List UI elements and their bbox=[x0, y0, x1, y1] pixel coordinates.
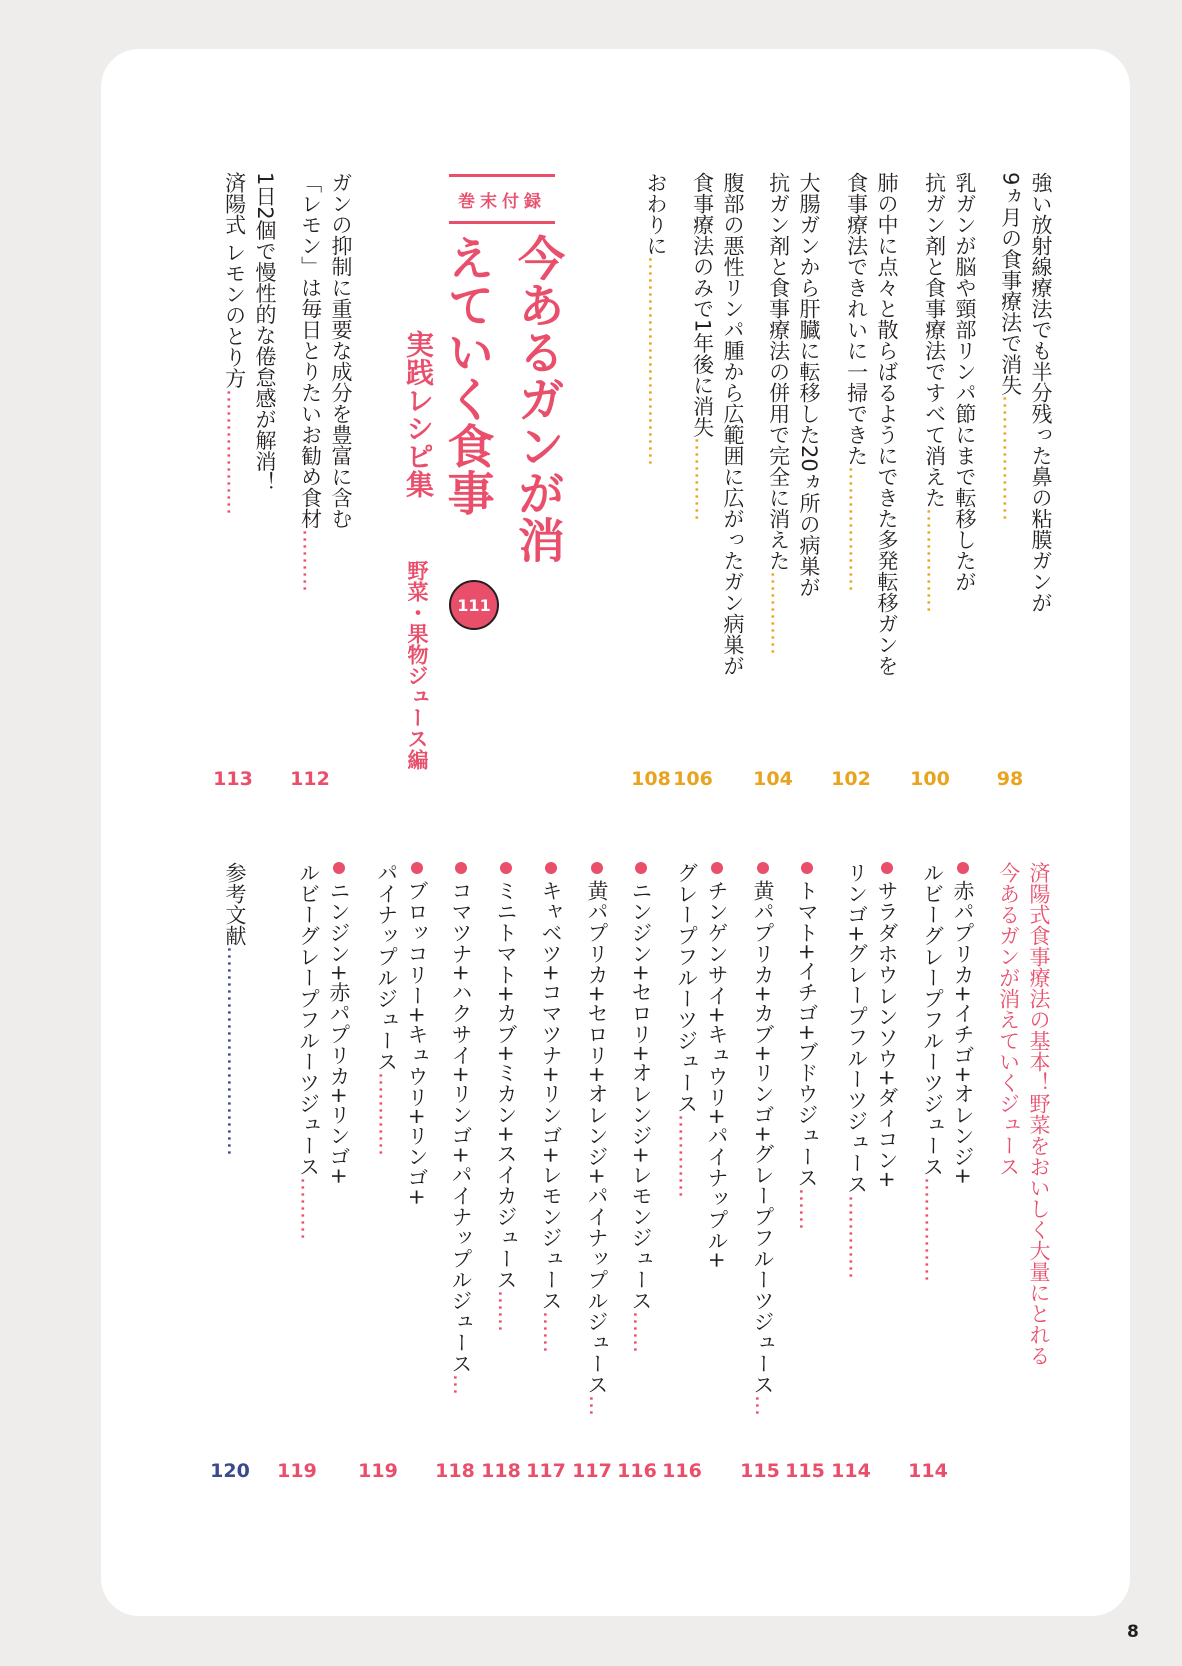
entry-line: 済陽式 レモンのとり方 bbox=[222, 172, 247, 389]
juice-entry-10[interactable]: コマツナ+ハクサイ+リンゴ+パイナップルジュース… bbox=[444, 862, 476, 1452]
entry-line: 腹部の悪性リンパ腫から広範囲に広がったガン病巣が bbox=[721, 172, 745, 676]
page-number-100: 100 bbox=[910, 768, 950, 790]
entry-line: 肺の中に点々と散らばるようにできた多発転移ガンを bbox=[875, 172, 899, 676]
juice-entry-12[interactable]: ニンジン+赤パプリカ+リンゴ+ ルビーグレープフルーツジュース……… bbox=[296, 862, 351, 1240]
page-number-116b: 116 bbox=[617, 1460, 657, 1482]
page-number-117b: 117 bbox=[526, 1460, 566, 1482]
toc-entry-100[interactable]: 乳ガンが脳や頸部リンパ節にまで転移したが 抗ガン剤と食事療法ですべて消えた…………… bbox=[922, 172, 977, 613]
bullet-icon bbox=[635, 862, 647, 874]
entry-line: 食事療法のみで1年後に消失 bbox=[690, 172, 715, 438]
page-number-114b: 114 bbox=[831, 1460, 871, 1482]
toc-entry-108[interactable]: おわりに………………………… bbox=[644, 172, 668, 466]
page-number-102: 102 bbox=[831, 768, 871, 790]
bullet-icon bbox=[333, 862, 345, 874]
appendix-title: 今あるガンが消えていく食事 bbox=[439, 234, 565, 563]
bullet-icon bbox=[757, 862, 769, 874]
bullet-icon bbox=[801, 862, 813, 874]
page-number-118a: 118 bbox=[481, 1460, 521, 1482]
toc-entry-113[interactable]: 1日2個で慢性的な倦怠感が解消！ 済陽式 レモンのとり方……………… bbox=[222, 172, 277, 515]
bullet-icon bbox=[711, 862, 723, 874]
entry-line: 食事療法できれいに一掃できた bbox=[844, 172, 869, 466]
toc-entry-106[interactable]: 腹部の悪性リンパ腫から広範囲に広がったガン病巣が 食事療法のみで1年後に消失………… bbox=[690, 172, 745, 676]
entry-line: 乳ガンが脳や頸部リンパ節にまで転移したが bbox=[953, 172, 977, 592]
entry-line: 強い放射線療法でも半分残った鼻の粘膜ガンが bbox=[1029, 172, 1053, 613]
juice-section-header: 済陽式食事療法の基本！野菜をおいしく大量にとれる 今あるガンが消えていくジュース bbox=[996, 862, 1051, 1366]
page-number-119b: 119 bbox=[277, 1460, 317, 1482]
page-number-106: 106 bbox=[673, 768, 713, 790]
appendix-subtitle: 実践レシピ集 bbox=[402, 330, 435, 498]
page-number-114a: 114 bbox=[908, 1460, 948, 1482]
toc-entry-112[interactable]: ガンの抑制に重要な成分を豊富に含む 「レモン」は毎日とりたいお勧め食材……… bbox=[298, 172, 353, 592]
page-number: 8 bbox=[1127, 1622, 1139, 1642]
bullet-icon bbox=[500, 862, 512, 874]
page-number-116a: 116 bbox=[662, 1460, 702, 1482]
page-number-113: 113 bbox=[213, 768, 253, 790]
juice-entry-6[interactable]: ニンジン+セロリ+オレンジ+レモンジュース…… bbox=[624, 862, 656, 1452]
toc-entry-104[interactable]: 大腸ガンから肝臓に転移した20ヵ所の病巣が 抗ガン剤と食事療法の併用で完全に消えた………… bbox=[766, 172, 821, 655]
page-number-119a: 119 bbox=[358, 1460, 398, 1482]
page-number-115a: 115 bbox=[785, 1460, 825, 1482]
juice-entry-4[interactable]: 黄パプリカ+カブ+リンゴ+グレープフルーツジュース… bbox=[746, 862, 778, 1452]
page-number-112: 112 bbox=[290, 768, 330, 790]
page-number-98: 98 bbox=[996, 768, 1024, 790]
toc-entry-references[interactable]: 参考文献………………………… bbox=[223, 862, 247, 1156]
bullet-icon bbox=[545, 862, 557, 874]
entry-line: 大腸ガンから肝臓に転移した20ヵ所の病巣が bbox=[797, 172, 821, 598]
juice-entry-5[interactable]: チンゲンサイ+キュウリ+パイナップル+ グレープフルーツジュース………… bbox=[674, 862, 729, 1269]
page-number-108: 108 bbox=[631, 768, 671, 790]
juice-entry-1[interactable]: 赤パプリカ+イチゴ+オレンジ+ ルビーグレープフルーツジュース…………… bbox=[920, 862, 975, 1282]
juice-entry-3[interactable]: トマト+イチゴ+ブドウジュース…… bbox=[790, 862, 822, 1452]
bullet-icon bbox=[411, 862, 423, 874]
page-number-104: 104 bbox=[753, 768, 793, 790]
entry-line: 9ヵ月の食事療法で消失 bbox=[998, 172, 1023, 396]
page-number-118b: 118 bbox=[435, 1460, 475, 1482]
entry-line: 抗ガン剤と食事療法ですべて消えた bbox=[922, 172, 947, 508]
appendix-tag-box bbox=[449, 174, 555, 224]
entry-line: 「レモン」は毎日とりたいお勧め食材 bbox=[298, 172, 323, 529]
entry-line: 抗ガン剤と食事療法の併用で完全に消えた bbox=[766, 172, 791, 571]
juice-entry-8[interactable]: キャベツ+コマツナ+リンゴ+レモンジュース…… bbox=[534, 862, 566, 1452]
bullet-icon bbox=[881, 862, 893, 874]
juice-entry-7[interactable]: 黄パプリカ+セロリ+オレンジ+パイナップルジュース… bbox=[580, 862, 612, 1452]
juice-entry-9[interactable]: ミニトマト+カブ+ミカン+スイカジュース…… bbox=[489, 862, 521, 1452]
bullet-icon bbox=[455, 862, 467, 874]
appendix-page-badge: 111 bbox=[449, 580, 499, 630]
page-number-115b: 115 bbox=[740, 1460, 780, 1482]
page-number-120: 120 bbox=[210, 1460, 250, 1482]
juice-entry-11[interactable]: ブロッコリー+キュウリ+リンゴ+ パイナップルジュース………… bbox=[374, 862, 429, 1206]
toc-entry-102[interactable]: 肺の中に点々と散らばるようにできた多発転移ガンを 食事療法できれいに一掃できた……………… bbox=[844, 172, 899, 676]
appendix-series: 野菜・果物ジュース編 bbox=[405, 560, 429, 770]
juice-entry-2[interactable]: サラダホウレンソウ+ダイコン+ リンゴ+グレープフルーツジュース………… bbox=[844, 862, 899, 1279]
appendix-tag: 巻末付録 bbox=[458, 191, 546, 212]
entry-line: 1日2個で慢性的な倦怠感が解消！ bbox=[253, 172, 277, 493]
bullet-icon bbox=[957, 862, 969, 874]
entry-line: ガンの抑制に重要な成分を豊富に含む bbox=[329, 172, 353, 529]
entry-line: おわりに bbox=[644, 172, 668, 256]
bullet-icon bbox=[591, 862, 603, 874]
page-number-117a: 117 bbox=[572, 1460, 612, 1482]
toc-entry-98[interactable]: 強い放射線療法でも半分残った鼻の粘膜ガンが 9ヵ月の食事療法で消失……………… bbox=[998, 172, 1053, 613]
